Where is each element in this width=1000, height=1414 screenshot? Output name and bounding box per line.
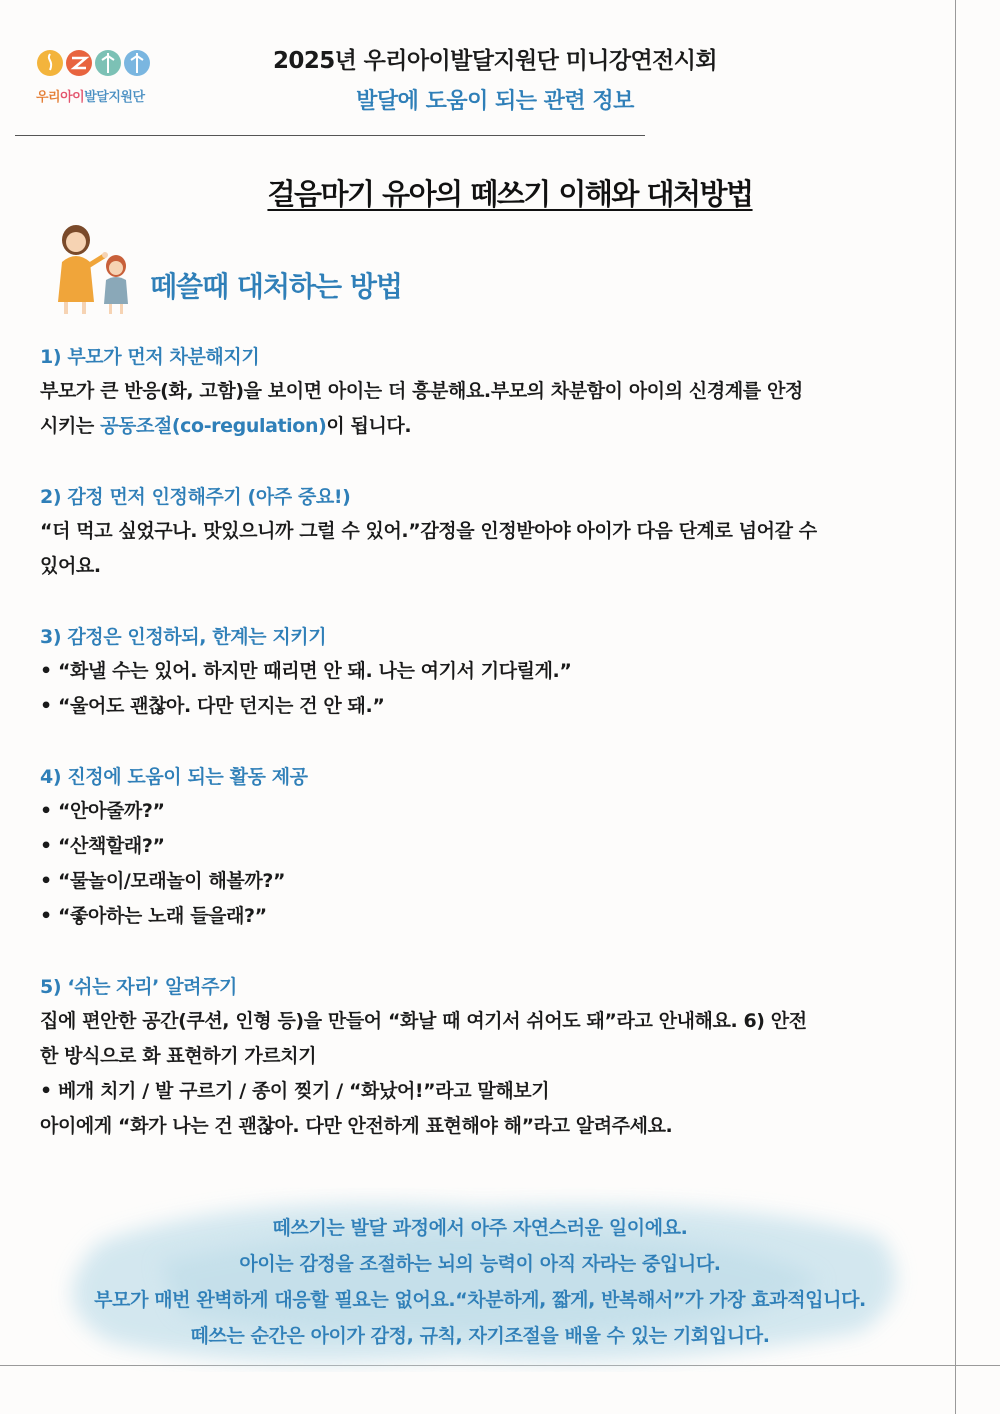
closing-line: 떼쓰는 순간은 아이가 감정, 규칙, 자기조절을 배울 수 있는 기회입니다. — [190, 1325, 770, 1347]
tip-3 — [40, 620, 930, 724]
logo — [36, 48, 176, 108]
tip-bullet: • “화낼 수는 있어. 하지만 때리면 안 돼. 나는 여기서 기다릴게.” — [40, 660, 572, 682]
tip-bullet: • “산책할래?” — [40, 835, 165, 857]
closing-message — [20, 1210, 940, 1354]
tip-bullet: • “안아줄까?” — [40, 800, 165, 822]
tip-title: 1) 부모가 먼저 차분해지기 — [40, 346, 260, 368]
tip-text: 시키는 공동조절(co-regulation)이 됩니다. — [40, 415, 412, 437]
tip-bullet: • “물놀이/모래놀이 해볼까?” — [40, 870, 286, 892]
tip-bullet: • 베개 치기 / 발 구르기 / 종이 찢기 / “화났어!”라고 말해보기 — [40, 1080, 550, 1102]
tip-bullet: • “울어도 괜찮아. 다만 던지는 건 안 돼.” — [40, 695, 385, 717]
tip-1 — [40, 340, 930, 444]
logo-mark-icon — [36, 48, 156, 78]
tip-text: “더 먹고 싶었구나. 맛있으니까 그럴 수 있어.”감정을 인정받아야 아이가 다음 단계로 넘어갈 수 — [40, 520, 817, 542]
tip-5 — [40, 970, 930, 1144]
tip-4 — [40, 760, 930, 934]
tip-title: 3) 감정은 인정하되, 한계는 지키기 — [40, 626, 327, 648]
main-title: 걸음마기 유아의 떼쓰기 이해와 대처방법 — [267, 177, 753, 211]
section-heading: 떼쓸때 대처하는 방법 — [150, 270, 402, 303]
parent-child-icon — [48, 222, 136, 318]
content-body — [40, 340, 930, 1144]
header-subtitle: 발달에 도움이 되는 관련 정보 — [356, 89, 634, 114]
tip-text: 한 방식으로 화 표현하기 가르치기 — [40, 1045, 317, 1067]
page-border-vertical — [955, 0, 956, 1414]
highlight-term: 공동조절(co-regulation) — [100, 415, 327, 437]
tip-title: 4) 진정에 도움이 되는 활동 제공 — [40, 766, 308, 788]
tip-2 — [40, 480, 930, 584]
parent-child-illustration — [48, 222, 136, 318]
logo-text: 우리아이발달지원단 — [36, 90, 145, 105]
tip-text: 부모가 큰 반응(화, 고함)을 보이면 아이는 더 흥분해요.부모의 차분함이 아이의 신경계를 안정 — [40, 380, 803, 402]
closing-line: 부모가 매번 완벽하게 대응할 필요는 없어요.“차분하게, 짧게, 반복해서”가 가장 효과적입니다. — [94, 1289, 866, 1311]
closing-line: 아이는 감정을 조절하는 뇌의 능력이 아직 자라는 중입니다. — [239, 1253, 721, 1275]
tip-text: 집에 편안한 공간(쿠션, 인형 등)을 만들어 “화날 때 여기서 쉬어도 돼”라고 안내해요. 6) 안전 — [40, 1010, 807, 1032]
tip-title: 2) 감정 먼저 인정해주기 (아주 중요!) — [40, 486, 351, 508]
tip-text: 있어요. — [40, 555, 101, 577]
closing-line: 떼쓰기는 발달 과정에서 아주 자연스러운 일이에요. — [272, 1217, 688, 1239]
tip-text: 아이에게 “화가 나는 건 괜찮아. 다만 안전하게 표현해야 해”라고 알려주세요. — [40, 1115, 673, 1137]
tip-title: 5) ‘쉬는 자리’ 알려주기 — [40, 976, 238, 998]
header-divider — [15, 135, 645, 136]
header-title: 2025년 우리아이발달지원단 미니강연전시회 — [273, 48, 717, 74]
tip-bullet: • “좋아하는 노래 들을래?” — [40, 905, 267, 927]
